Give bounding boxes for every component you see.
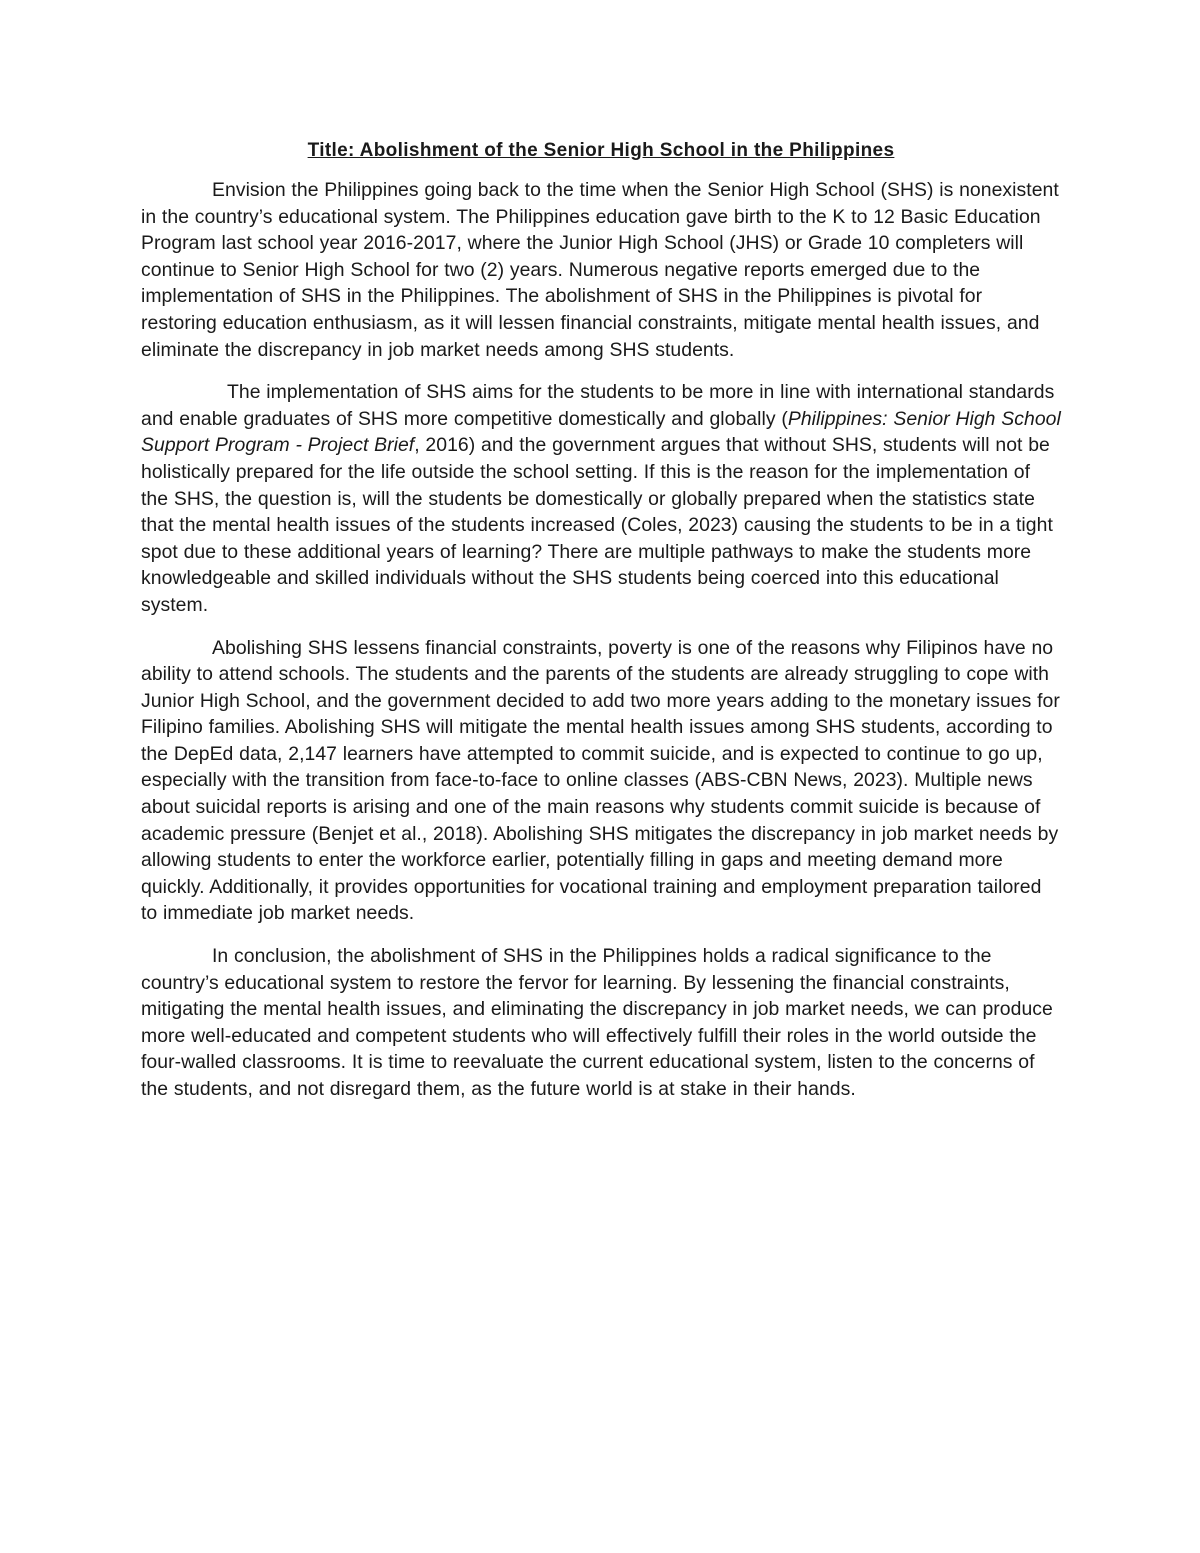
- document-page: [141, 138, 1061, 1119]
- document-title: Title: Abolishment of the Senior High School in the Philippines: [307, 140, 895, 161]
- paragraph-introduction: Envision the Philippines going back to the time when the Senior High School (SHS) is nonexistent in the country’s educational system. The Philippines education gave birth to the K to 12 Basic Education Program last school year 2016-2017, where the Junior High School (JHS) or Grade 10 completers will continue to Senior High School for two (2) years. Numerous negative reports emerged due to the implementation of SHS in the Philippines. The abolishment of SHS in the Philippines is pivotal for restoring education enthusiasm, as it will lessen financial constraints, mitigate mental health issues, and eliminate the discrepancy in job market needs among SHS students.: [141, 179, 1059, 361]
- paragraph-conclusion: In conclusion, the abolishment of SHS in the Philippines holds a radical significance to the country’s educational system to restore the fervor for learning. By lessening the financial constraints, mitigating the mental health issues, and eliminating the discrepancy in job market needs, we can produce more well-educated and competent students who will effectively fulfill their roles in the world outside the four-walled classrooms. It is time to reevaluate the current educational system, listen to the concerns of the students, and not disregard them, as the future world is at stake in their hands.: [141, 945, 1053, 1100]
- citation-title: Philippines: Senior High School Support Program - Project Brief: [141, 407, 1061, 457]
- paragraph-implementation-text-before: The implementation of SHS aims for the students to be more in line with international standards and enable graduates of SHS more competitive domestically and globally (: [141, 381, 1055, 430]
- paragraph-arguments: Abolishing SHS lessens financial constraints, poverty is one of the reasons why Filipinos have no ability to attend schools. The students and the parents of the students are already struggling to cope with Junior High School, and the government decided to add two more years adding to the monetary issues for Filipino families. Abolishing SHS will mitigate the mental health issues among SHS students, according to the DepEd data, 2,147 learners have attempted to commit suicide, and is expected to continue to go up, especially with the transition from face-to-face to online classes (ABS-CBN News, 2023). Multiple news about suicidal reports is arising and one of the main reasons why students commit suicide is because of academic pressure (Benjet et al., 2018). Abolishing SHS mitigates the discrepancy in job market needs by allowing students to enter the workforce earlier, potentially filling in gaps and meeting demand more quickly. Additionally, it provides opportunities for vocational training and employment preparation tailored to immediate job market needs.: [141, 636, 1060, 925]
- paragraph-implementation: [141, 379, 1061, 618]
- paragraph-implementation-text-after: , 2016) and the government argues that without SHS, students will not be holistically prepared for the life outside the school setting. If this is the reason for the implementation of the SHS, the question is, will the students be domestically or globally prepared when the statistics state that the mental health issues of the students increased (Coles, 2023) causing the students to be in a tight spot due to these additional years of learning? There are multiple pathways to make the students more knowledgeable and skilled individuals without the SHS students being coerced into this educational system.: [141, 434, 1053, 616]
